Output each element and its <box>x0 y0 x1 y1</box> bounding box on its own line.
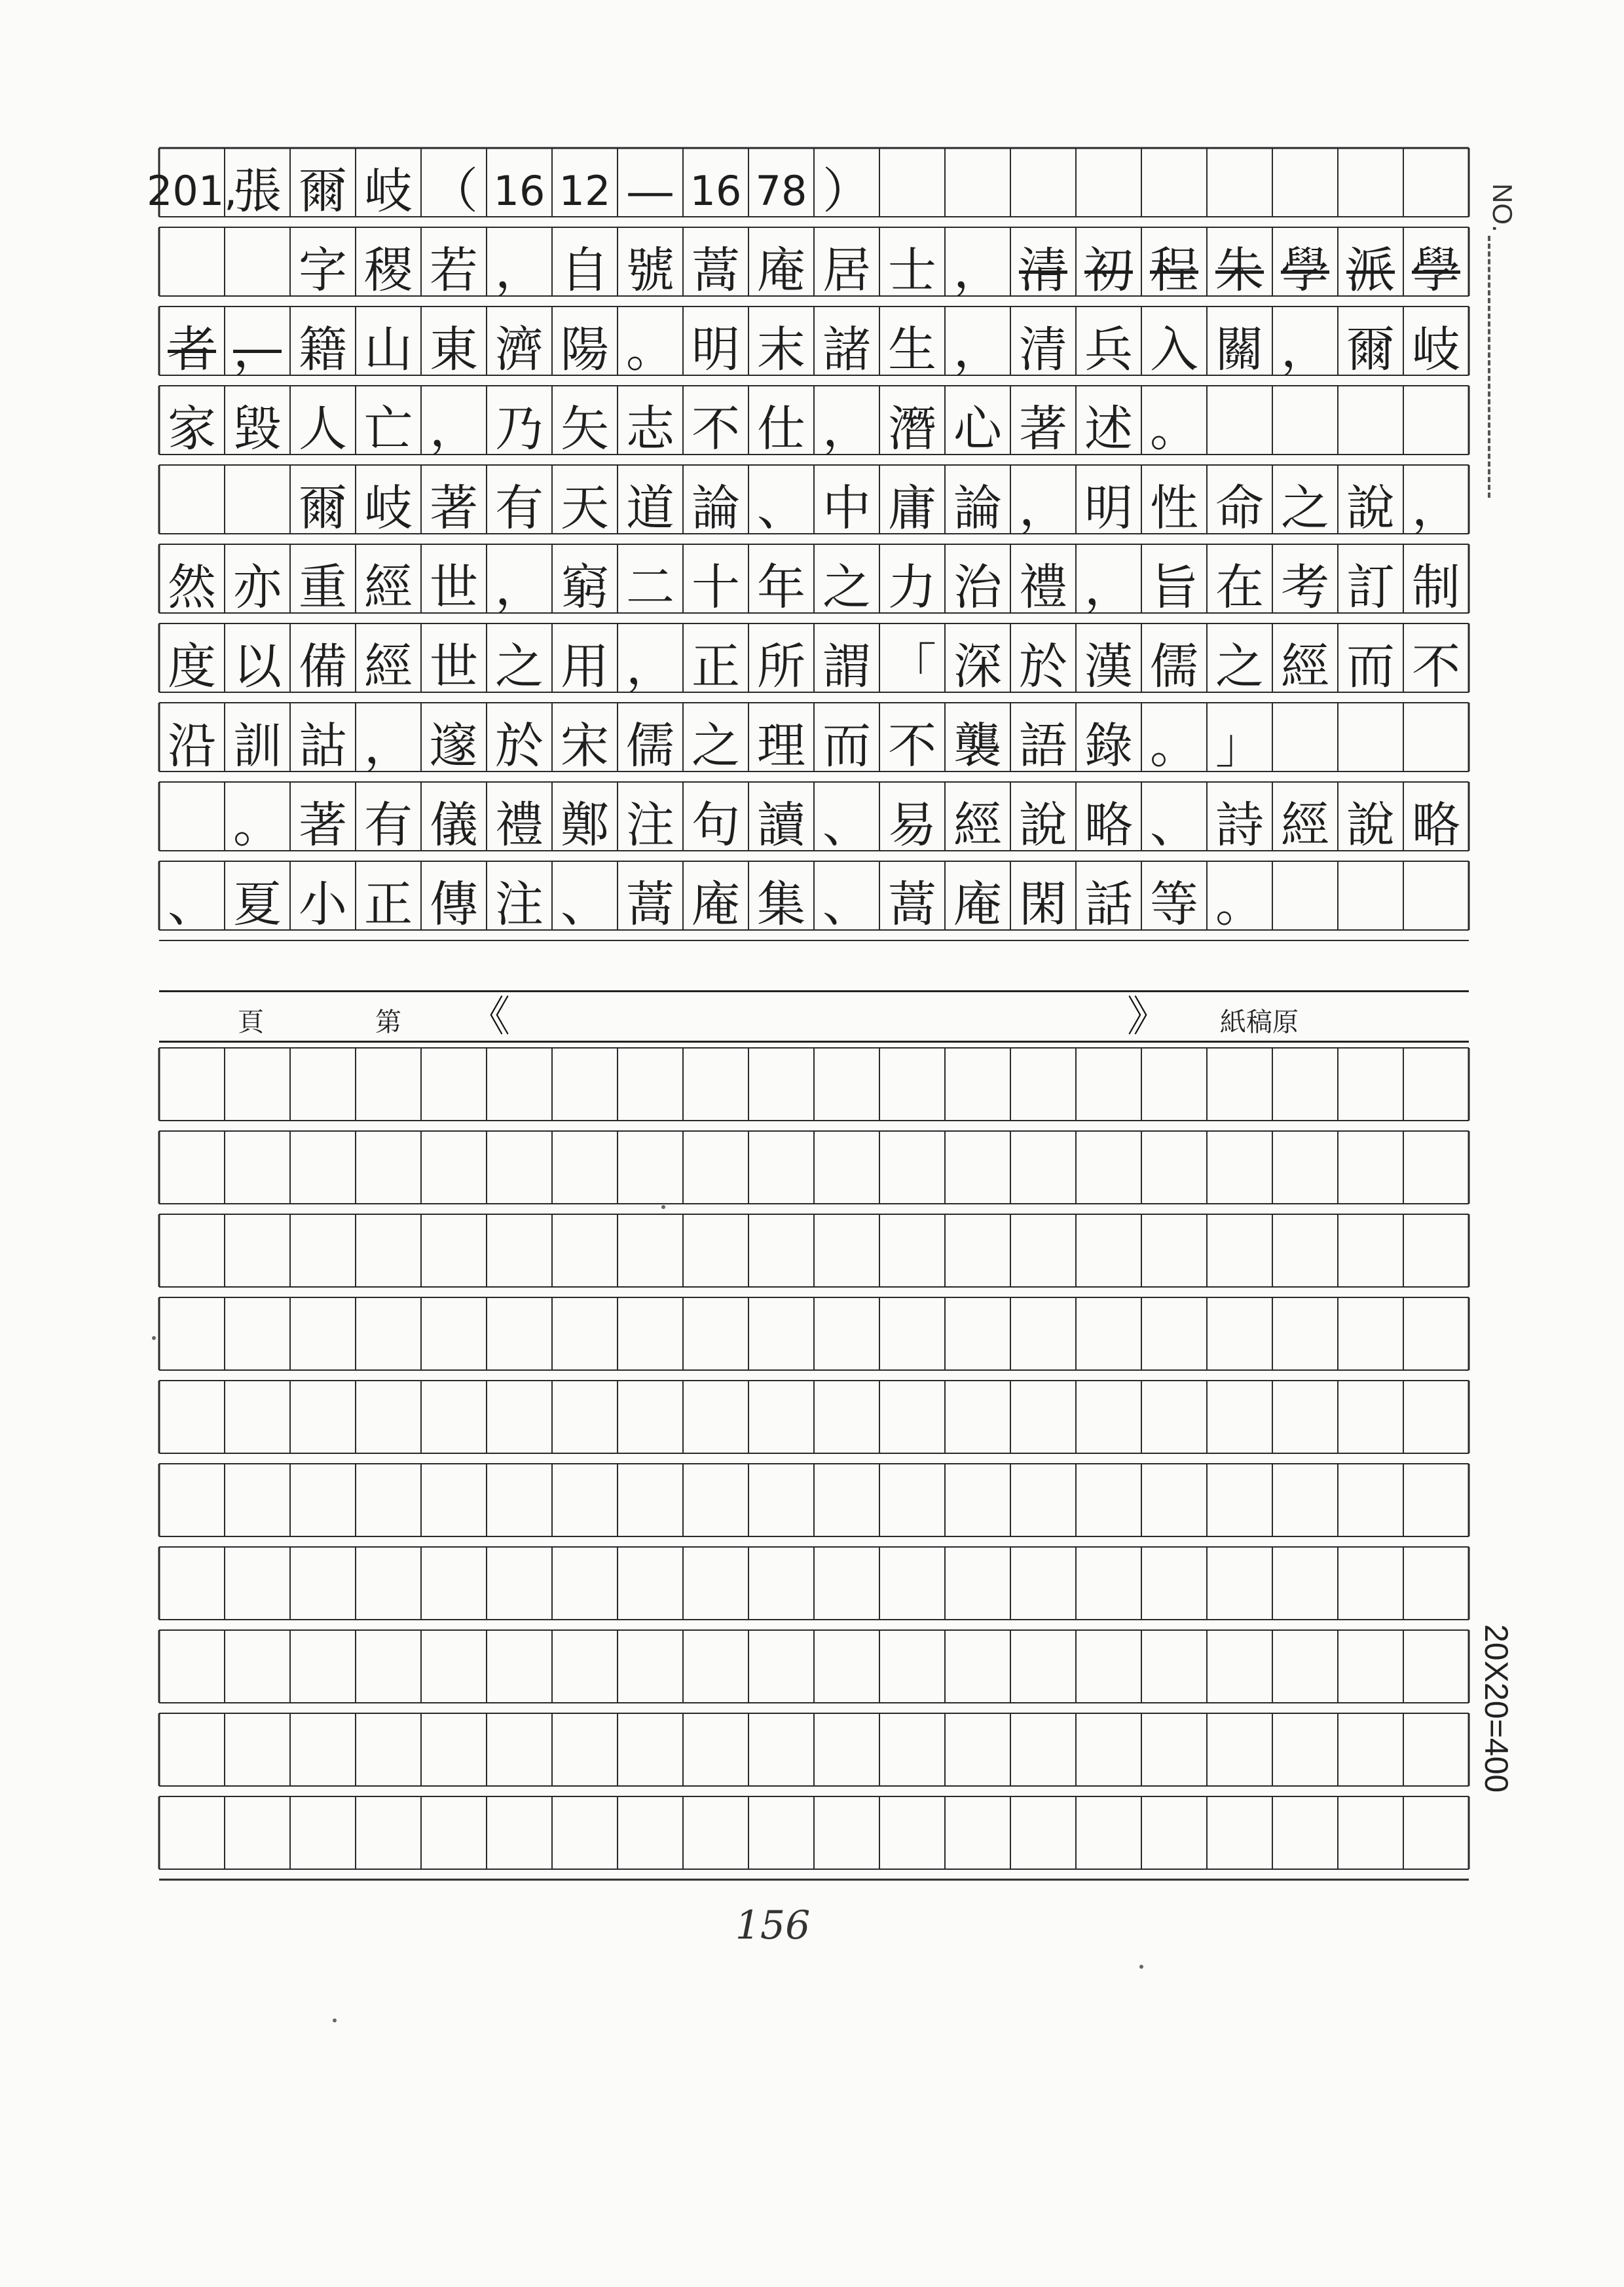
manuscript-cell: 而 <box>822 718 871 774</box>
manuscript-row <box>146 152 1469 231</box>
manuscript-cell: 經 <box>1281 797 1329 853</box>
manuscript-cell <box>1403 390 1469 468</box>
manuscript-cell: 邃 <box>430 718 478 774</box>
manuscript-cell: ， <box>364 718 413 774</box>
manuscript-cell: 不 <box>888 718 936 774</box>
manuscript-cell: ， <box>233 322 282 378</box>
manuscript-cell: 經 <box>364 639 413 695</box>
manuscript-cell: 蒿 <box>888 876 936 933</box>
manuscript-cell: 毀 <box>233 401 282 457</box>
manuscript-cell: 經 <box>1281 639 1329 695</box>
manuscript-cell: 讀 <box>757 797 805 853</box>
manuscript-cell: 志 <box>626 401 674 457</box>
manuscript-cell: 深 <box>953 639 1002 695</box>
manuscript-cell: 錄 <box>1084 718 1133 774</box>
manuscript-cell: 於 <box>1019 639 1067 695</box>
manuscript-cell <box>1207 152 1272 231</box>
manuscript-cell: 窮 <box>561 559 609 616</box>
manuscript-cell <box>1272 390 1338 468</box>
manuscript-cell: 若 <box>430 242 478 299</box>
manuscript-cell: 正 <box>692 639 740 695</box>
manuscript-cell: 亦 <box>233 559 282 616</box>
manuscript-cell: ， <box>953 322 1002 378</box>
manuscript-cell: 說 <box>1019 797 1067 853</box>
manuscript-cell <box>1338 865 1403 944</box>
manuscript-cell <box>945 152 1010 231</box>
manuscript-cell: 說 <box>1346 480 1395 536</box>
manuscript-cell: 16 <box>493 167 545 215</box>
manuscript-row <box>159 786 1469 865</box>
manuscript-cell: ， <box>495 559 544 616</box>
manuscript-cell: 禮 <box>1019 559 1067 616</box>
manuscript-cell: 理 <box>757 718 805 774</box>
manuscript-row <box>159 469 1469 548</box>
manuscript-cell: ） <box>822 163 871 219</box>
manuscript-cell: 清 <box>1019 322 1067 378</box>
manuscript-cell: 傳 <box>430 876 478 933</box>
manuscript-cell: 著 <box>1019 401 1067 457</box>
manuscript-cell: 度 <box>168 639 216 695</box>
manuscript-cell: 。 <box>1150 401 1198 457</box>
manuscript-cell: ， <box>1281 322 1329 378</box>
divider-page-label: 頁 <box>238 1007 264 1037</box>
manuscript-cell: 末 <box>757 322 805 378</box>
manuscript-cell: 不 <box>1412 639 1460 695</box>
manuscript-cell: 心 <box>953 401 1002 457</box>
manuscript-cell: 以 <box>233 639 282 695</box>
manuscript-cell <box>159 786 225 865</box>
manuscript-cell: 庸 <box>888 480 936 536</box>
manuscript-cell: 之 <box>495 639 544 695</box>
manuscript-cell: 矢 <box>561 401 609 457</box>
manuscript-row <box>159 865 1469 944</box>
manuscript-cell: 家 <box>168 401 216 457</box>
manuscript-cell: 之 <box>822 559 871 616</box>
manuscript-cell: 夏 <box>233 876 282 933</box>
manuscript-cell: 道 <box>626 480 674 536</box>
manuscript-cell: 之 <box>692 718 740 774</box>
manuscript-cell: 性 <box>1150 480 1198 536</box>
manuscript-cell: 經 <box>953 797 1002 853</box>
manuscript-cell: 年 <box>757 559 805 616</box>
manuscript-cell: 者 <box>168 322 216 378</box>
manuscript-cell: 籍 <box>299 322 347 378</box>
manuscript-cell: 鄭 <box>561 797 609 853</box>
manuscript-cell: ， <box>1084 559 1133 616</box>
manuscript-cell: 陽 <box>561 322 609 378</box>
manuscript-cell: ， <box>1019 480 1067 536</box>
manuscript-cell <box>1403 152 1469 231</box>
manuscript-cell: 有 <box>495 480 544 536</box>
manuscript-cell: 於 <box>495 718 544 774</box>
manuscript-cell: 、 <box>822 797 871 853</box>
manuscript-cell <box>1076 152 1141 231</box>
manuscript-cell: 沿 <box>168 718 216 774</box>
manuscript-cell: 力 <box>888 559 936 616</box>
manuscript-cell: 。 <box>233 797 282 853</box>
manuscript-cell: 。 <box>1150 718 1198 774</box>
manuscript-cell: 清 <box>1019 242 1067 299</box>
manuscript-cell <box>1338 707 1403 785</box>
manuscript-cell: 。 <box>1215 876 1264 933</box>
manuscript-cell: 爾 <box>1346 322 1395 378</box>
manuscript-cell: 制 <box>1412 559 1460 616</box>
manuscript-cell: 、 <box>757 480 805 536</box>
manuscript-cell <box>1403 865 1469 944</box>
manuscript-cell <box>1272 152 1338 231</box>
manuscript-cell <box>159 469 225 548</box>
manuscript-cell: 考 <box>1281 559 1329 616</box>
manuscript-cell: 東 <box>430 322 478 378</box>
manuscript-cell: 而 <box>1346 639 1395 695</box>
manuscript-cell: 之 <box>1215 639 1264 695</box>
manuscript-cell: 乃 <box>495 401 544 457</box>
scan-speck <box>1139 1965 1143 1969</box>
manuscript-cell: 」 <box>1215 718 1264 774</box>
manuscript-cell: 話 <box>1084 876 1133 933</box>
manuscript-cell: 兵 <box>1084 322 1133 378</box>
manuscript-cell: 201, <box>146 167 238 215</box>
manuscript-cell: 然 <box>168 559 216 616</box>
manuscript-cell: 略 <box>1412 797 1460 853</box>
manuscript-cell: 經 <box>364 559 413 616</box>
manuscript-cell: 詩 <box>1215 797 1264 853</box>
manuscript-cell: 爾 <box>299 480 347 536</box>
manuscript-cell: 集 <box>757 876 805 933</box>
manuscript-cell: ， <box>495 242 544 299</box>
margin-dashed-line <box>1488 236 1490 498</box>
manuscript-cell <box>1010 152 1076 231</box>
manuscript-cell: 岐 <box>364 480 413 536</box>
manuscript-cell <box>1338 390 1403 468</box>
manuscript-cell: 著 <box>299 797 347 853</box>
manuscript-cell: 亡 <box>364 401 413 457</box>
manuscript-cell: 濟 <box>495 322 544 378</box>
manuscript-cell: 庵 <box>757 242 805 299</box>
manuscript-cell: 宋 <box>561 718 609 774</box>
manuscript-cell: 二 <box>626 559 674 616</box>
manuscript-row <box>159 548 1469 627</box>
manuscript-cell: 說 <box>1346 797 1395 853</box>
manuscript-cell: 初 <box>1084 242 1133 299</box>
manuscript-cell: 人 <box>299 401 347 457</box>
manuscript-cell: 居 <box>822 242 871 299</box>
page-divider-strip <box>159 990 1469 1043</box>
manuscript-cell: 士 <box>888 242 936 299</box>
manuscript-cell: 78 <box>755 167 807 215</box>
manuscript-cell: 學 <box>1281 242 1329 299</box>
manuscript-cell: ， <box>1412 480 1460 536</box>
manuscript-cell <box>1207 390 1272 468</box>
manuscript-cell: 仕 <box>757 401 805 457</box>
manuscript-cell: 蒿 <box>626 876 674 933</box>
manuscript-cell: 世 <box>430 639 478 695</box>
manuscript-cell: 用 <box>561 639 609 695</box>
manuscript-cell: ， <box>430 401 478 457</box>
manuscript-cell: 正 <box>364 876 413 933</box>
manuscript-cell: 、 <box>561 876 609 933</box>
manuscript-cell: 爾 <box>299 163 347 219</box>
manuscript-cell: 潛 <box>888 401 936 457</box>
manuscript-row <box>159 231 1469 310</box>
manuscript-cell: 命 <box>1215 480 1264 536</box>
manuscript-cell: ， <box>626 639 674 695</box>
manuscript-cell: 「 <box>888 639 936 695</box>
manuscript-row <box>159 310 1469 389</box>
manuscript-cell: 述 <box>1084 401 1133 457</box>
manuscript-cell: 儒 <box>626 718 674 774</box>
divider-paper-label: 紙稿原 <box>1220 1007 1299 1037</box>
manuscript-cell: 號 <box>626 242 674 299</box>
manuscript-cell: 略 <box>1084 797 1133 853</box>
manuscript-cell: 易 <box>888 797 936 853</box>
grid-size-label: 20X20=400 <box>1478 1624 1515 1793</box>
manuscript-row <box>159 627 1469 706</box>
manuscript-cell: 16 <box>690 167 742 215</box>
manuscript-cell: 岐 <box>364 163 413 219</box>
manuscript-cell: 張 <box>233 163 282 219</box>
manuscript-cell: 明 <box>692 322 740 378</box>
manuscript-cell: 、 <box>822 876 871 933</box>
manuscript-cell: 有 <box>364 797 413 853</box>
manuscript-cell: 入 <box>1150 322 1198 378</box>
manuscript-cell: 朱 <box>1215 242 1264 299</box>
manuscript-cell: 著 <box>430 480 478 536</box>
manuscript-cell: 、 <box>1150 797 1198 853</box>
manuscript-cell: 旨 <box>1150 559 1198 616</box>
manuscript-cell: 語 <box>1019 718 1067 774</box>
manuscript-cell: 不 <box>692 401 740 457</box>
manuscript-cell: 中 <box>822 480 871 536</box>
manuscript-cell: 所 <box>757 639 805 695</box>
manuscript-cell: 學 <box>1412 242 1460 299</box>
manuscript-cell <box>159 231 225 310</box>
manuscript-cell: 天 <box>561 480 609 536</box>
manuscript-cell: 小 <box>299 876 347 933</box>
manuscript-cell <box>225 231 290 310</box>
scan-speck <box>661 1205 665 1209</box>
manuscript-cell <box>1403 707 1469 785</box>
manuscript-cell: 閑 <box>1019 876 1067 933</box>
manuscript-cell: 訂 <box>1346 559 1395 616</box>
manuscript-cell: 程 <box>1150 242 1198 299</box>
manuscript-cell: ， <box>953 242 1002 299</box>
manuscript-cell: — <box>626 163 674 219</box>
manuscript-cell: 備 <box>299 639 347 695</box>
manuscript-cell: 12 <box>559 167 611 215</box>
manuscript-cell: （ <box>430 163 478 219</box>
manuscript-cell <box>1272 707 1338 785</box>
manuscript-cell: 襲 <box>953 718 1002 774</box>
manuscript-cell: 重 <box>299 559 347 616</box>
manuscript-cell: 山 <box>364 322 413 378</box>
manuscript-cell: ， <box>822 401 871 457</box>
manuscript-cell: 自 <box>561 242 609 299</box>
manuscript-cell: 稷 <box>364 242 413 299</box>
manuscript-cell: 等 <box>1150 876 1198 933</box>
manuscript-cell: 蒿 <box>692 242 740 299</box>
manuscript-cell <box>1272 865 1338 944</box>
manuscript-cell: 生 <box>888 322 936 378</box>
manuscript-cell: 注 <box>626 797 674 853</box>
manuscript-cell: 論 <box>953 480 1002 536</box>
page-number: 156 <box>735 1903 811 1948</box>
manuscript-row <box>159 390 1469 468</box>
manuscript-cell <box>225 469 290 548</box>
manuscript-cell: 儀 <box>430 797 478 853</box>
manuscript-cell: 關 <box>1215 322 1264 378</box>
manuscript-cell: 之 <box>1281 480 1329 536</box>
manuscript-cell: 諸 <box>822 322 871 378</box>
manuscript-cell <box>1141 152 1207 231</box>
manuscript-cell: 訓 <box>233 718 282 774</box>
scan-speck <box>333 2018 337 2022</box>
manuscript-cell: 治 <box>953 559 1002 616</box>
manuscript-row <box>159 707 1469 785</box>
manuscript-cell: 漢 <box>1084 639 1133 695</box>
manuscript-cell: 世 <box>430 559 478 616</box>
manuscript-cell <box>879 152 945 231</box>
manuscript-cell: 字 <box>299 242 347 299</box>
divider-right-bracket: 》 <box>1127 993 1169 1041</box>
manuscript-cell: 謂 <box>822 639 871 695</box>
manuscript-cell: 派 <box>1346 242 1395 299</box>
manuscript-cell: 注 <box>495 876 544 933</box>
manuscript-cell: 儒 <box>1150 639 1198 695</box>
manuscript-cell <box>1338 152 1403 231</box>
manuscript-cell: 句 <box>692 797 740 853</box>
manuscript-cell: 岐 <box>1412 322 1460 378</box>
manuscript-cell: 、 <box>168 876 216 933</box>
manuscript-cell: 在 <box>1215 559 1264 616</box>
manuscript-cell: 庵 <box>692 876 740 933</box>
manuscript-cell: 。 <box>626 322 674 378</box>
divider-number-label: 第 <box>375 1007 401 1037</box>
manuscript-cell: 庵 <box>953 876 1002 933</box>
sheet-number-label: NO. <box>1487 183 1518 232</box>
manuscript-cell: 詁 <box>299 718 347 774</box>
manuscript-cell: 十 <box>692 559 740 616</box>
manuscript-cell: 禮 <box>495 797 544 853</box>
manuscript-cell: 論 <box>692 480 740 536</box>
divider-left-bracket: 《 <box>468 993 510 1041</box>
scan-speck <box>152 1336 156 1340</box>
manuscript-cell: 明 <box>1084 480 1133 536</box>
